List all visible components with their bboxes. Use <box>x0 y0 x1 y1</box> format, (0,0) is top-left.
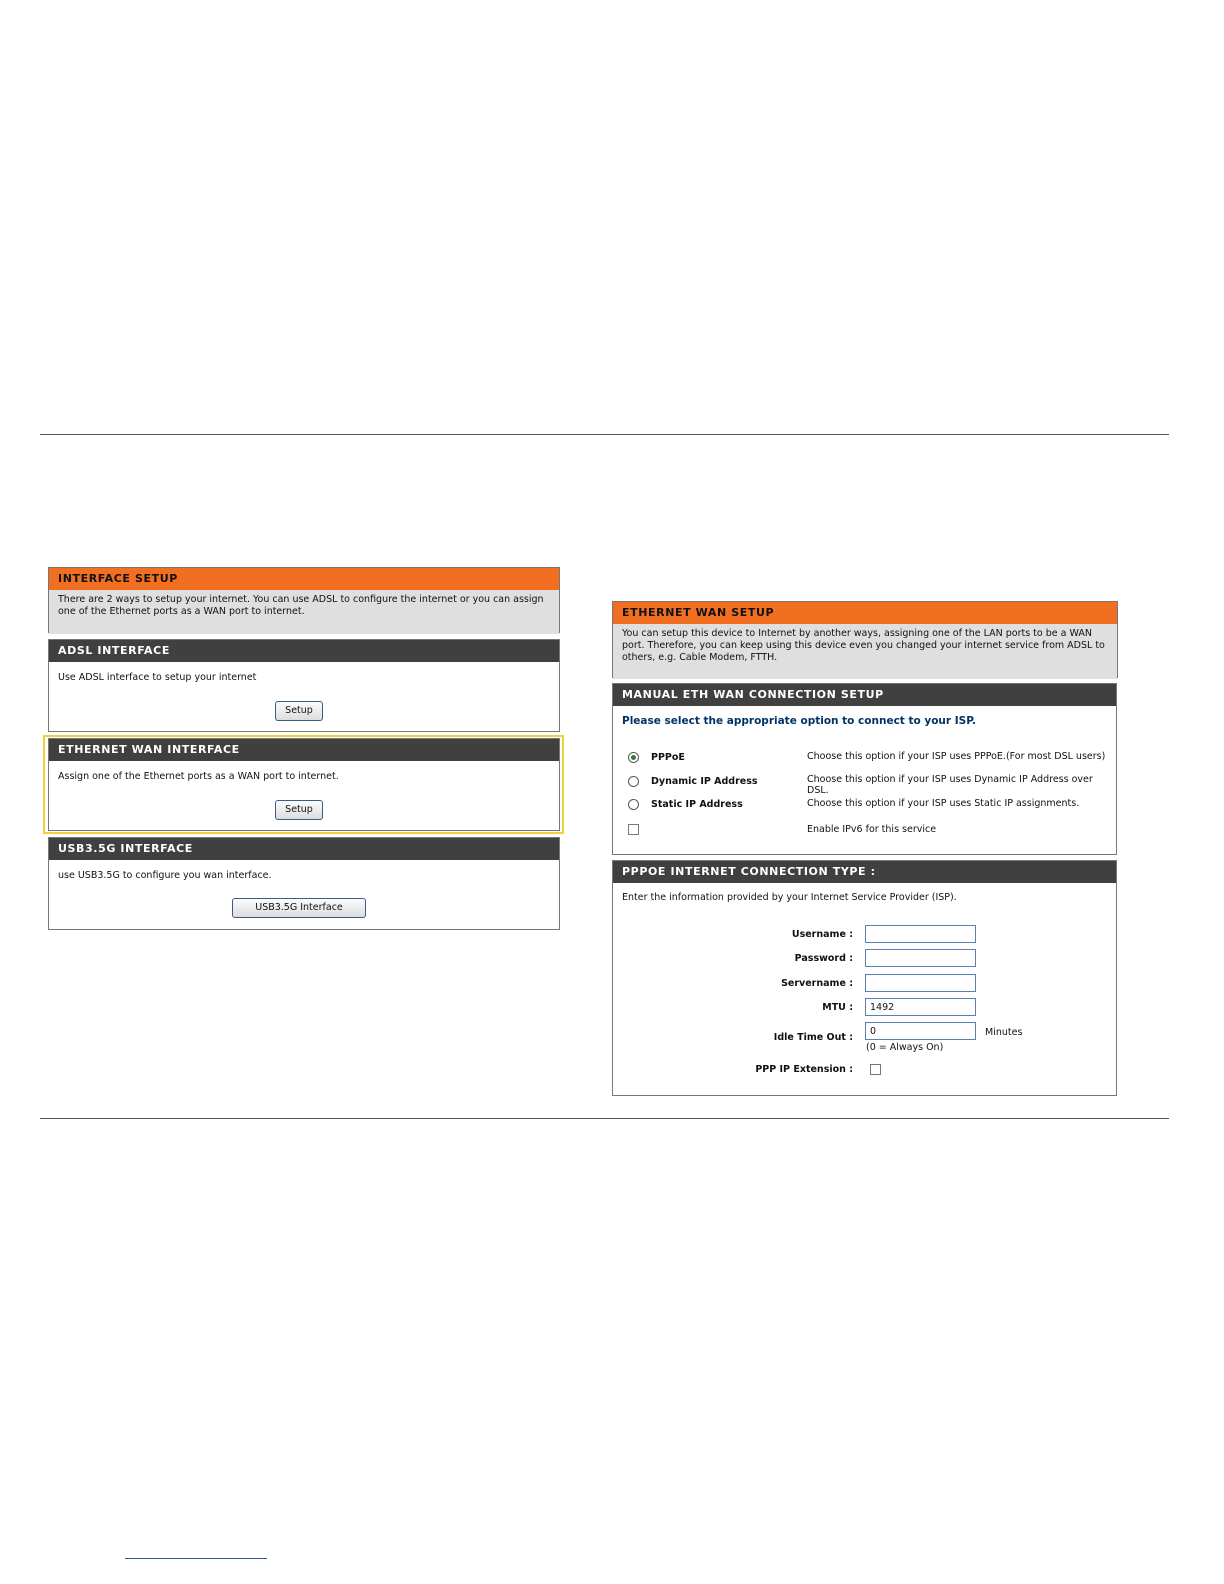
ppp-ip-extension-checkbox[interactable] <box>870 1064 881 1075</box>
idle-timeout-label: Idle Time Out : <box>773 1032 853 1043</box>
pppoe-desc: Choose this option if your ISP uses PPPoE.(For most DSL users) <box>807 751 1106 762</box>
isp-prompt: Please select the appropriate option to connect to your ISP. <box>622 715 976 727</box>
adsl-interface-title: ADSL INTERFACE <box>49 640 559 662</box>
usb-interface-text: use USB3.5G to configure you wan interface. <box>58 870 272 881</box>
pppoe-connection-title: PPPOE INTERNET CONNECTION TYPE : <box>613 861 1116 883</box>
bottom-divider <box>40 1118 1169 1119</box>
ethernet-wan-interface-text: Assign one of the Ethernet ports as a WAN port to internet. <box>58 771 339 782</box>
ethernet-wan-setup-button[interactable]: Setup <box>275 800 323 820</box>
static-ip-radio[interactable] <box>628 799 639 810</box>
dynamic-ip-radio[interactable] <box>628 776 639 787</box>
enable-ipv6-checkbox[interactable] <box>628 824 639 835</box>
manual-eth-wan-title: MANUAL ETH WAN CONNECTION SETUP <box>613 684 1116 706</box>
usb-interface-title: USB3.5G INTERFACE <box>49 838 559 860</box>
mtu-label: MTU : <box>822 1002 853 1013</box>
usb-interface-button[interactable]: USB3.5G Interface <box>232 898 366 918</box>
username-label: Username : <box>791 929 853 940</box>
idle-timeout-note: (0 = Always On) <box>866 1042 944 1053</box>
ethernet-wan-highlight <box>43 735 564 834</box>
interface-setup-title: INTERFACE SETUP <box>49 568 559 590</box>
ethernet-wan-setup-title: ETHERNET WAN SETUP <box>613 602 1117 624</box>
dynamic-ip-label: Dynamic IP Address <box>651 776 758 787</box>
username-input[interactable] <box>865 925 976 943</box>
ppp-ip-extension-label: PPP IP Extension : <box>755 1064 853 1075</box>
adsl-interface-text: Use ADSL interface to setup your internet <box>58 672 257 683</box>
mtu-input[interactable] <box>865 998 976 1016</box>
ethernet-wan-setup-text: You can setup this device to Internet by another ways, assigning one of the LAN ports to be a WAN port. Therefore, you can keep using this device even you changed your internet service from ADSL to others, e.g. Cable Modem, FTTH. <box>613 624 1117 679</box>
pppoe-connection-text: Enter the information provided by your Internet Service Provider (ISP). <box>622 892 957 903</box>
static-ip-desc: Choose this option if your ISP uses Static IP assignments. <box>807 798 1080 809</box>
adsl-interface-panel <box>48 639 560 732</box>
interface-setup-text: There are 2 ways to setup your internet. You can use ADSL to configure the internet or you can assign one of the Ethernet ports as a WAN port to internet. <box>49 590 559 634</box>
adsl-setup-button[interactable]: Setup <box>275 701 323 721</box>
interface-setup-panel <box>48 567 560 633</box>
pppoe-connection-panel <box>612 860 1117 1096</box>
ethernet-wan-setup-panel <box>612 601 1118 678</box>
idle-timeout-input[interactable] <box>865 1022 976 1040</box>
ethernet-wan-interface-title: ETHERNET WAN INTERFACE <box>49 739 559 761</box>
servername-label: Servername : <box>781 978 853 989</box>
top-divider <box>40 434 1169 435</box>
manual-eth-wan-panel <box>612 683 1117 855</box>
dynamic-ip-desc: Choose this option if your ISP uses Dynamic IP Address over DSL. <box>807 774 1093 796</box>
password-label: Password : <box>794 953 853 964</box>
pppoe-label: PPPoE <box>651 752 685 763</box>
enable-ipv6-label: Enable IPv6 for this service <box>807 824 937 835</box>
static-ip-label: Static IP Address <box>651 799 743 810</box>
pppoe-radio[interactable] <box>628 752 639 763</box>
servername-input[interactable] <box>865 974 976 992</box>
idle-timeout-unit: Minutes <box>985 1027 1023 1038</box>
usb-interface-panel <box>48 837 560 930</box>
footer-link-underline[interactable] <box>125 1558 267 1559</box>
password-input[interactable] <box>865 949 976 967</box>
